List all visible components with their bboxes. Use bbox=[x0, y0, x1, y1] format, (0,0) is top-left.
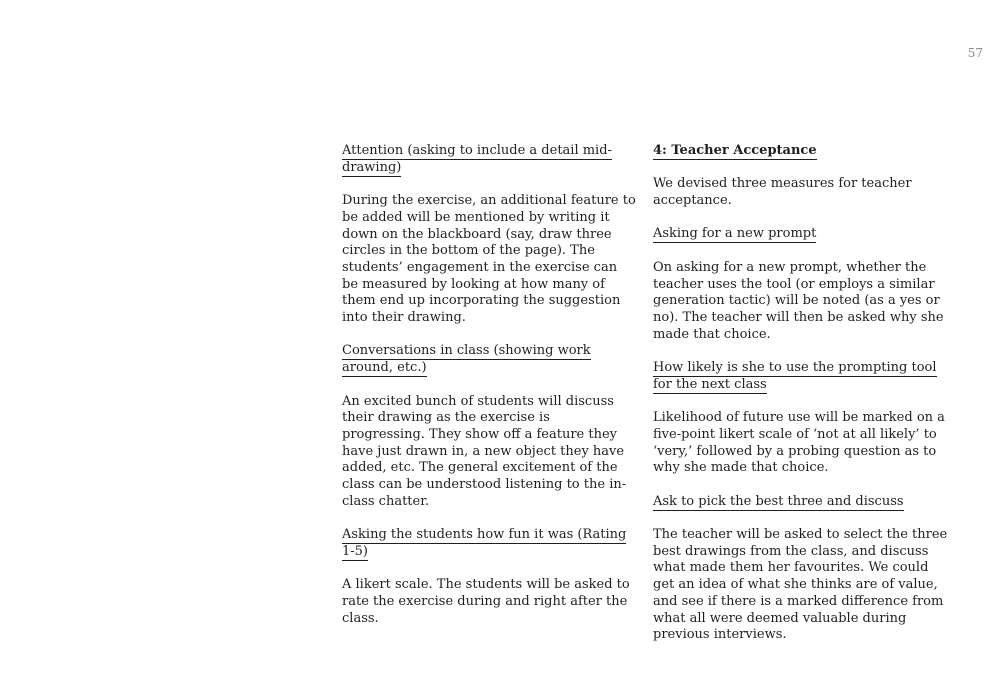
section-heading-pick-best bbox=[653, 494, 953, 511]
section-heading-conversations bbox=[342, 343, 636, 376]
section-heading-label: Asking for a new prompt bbox=[653, 226, 817, 242]
right-column bbox=[653, 143, 953, 661]
section-heading-fun-rating bbox=[342, 527, 636, 560]
section-heading-label: Ask to pick the best three and discuss bbox=[653, 493, 904, 509]
section-body-pick-best: The teacher will be asked to select the three best drawings from the class, and discuss what made them her favourites. We could get an idea of what she thinks are of value, and see if there is a marked difference from what all were deemed valuable during previous interviews. bbox=[653, 527, 948, 643]
chapter-title bbox=[653, 143, 953, 160]
left-column bbox=[342, 143, 636, 644]
chapter-intro: We devised three measures for teacher acceptance. bbox=[653, 176, 912, 209]
section-heading-attention bbox=[342, 143, 636, 176]
section-body-new-prompt: On asking for a new prompt, whether the teacher uses the tool (or employs a similar generation tactic) will be noted (as a yes or no). The teacher will then be asked why she made that choice. bbox=[653, 259, 944, 342]
section-heading-label: Attention (asking to include a detail mid-drawing) bbox=[342, 143, 612, 175]
section-heading-new-prompt bbox=[653, 226, 953, 243]
page-number: 57 bbox=[967, 46, 983, 60]
section-heading-likelihood bbox=[653, 360, 953, 393]
section-body-likelihood: Likelihood of future use will be marked on a five-point likert scale of ‘not at all likely’ to ‘very,’ followed by a probing question as to why she made that choice. bbox=[653, 410, 945, 476]
section-body-fun-rating: A likert scale. The students will be asked to rate the exercise during and right after the class. bbox=[342, 577, 630, 626]
section-body-attention: During the exercise, an additional feature to be added will be mentioned by writing it down on the blackboard (say, draw three circles in the bottom of the page). The students’ engagement in the exercise can be measured by looking at how many of them end up incorporating the suggestion into their drawing. bbox=[342, 193, 636, 326]
section-heading-label: How likely is she to use the prompting tool for the next class bbox=[653, 360, 937, 392]
chapter-title-label: 4: Teacher Acceptance bbox=[653, 143, 817, 158]
section-body-conversations: An excited bunch of students will discuss their drawing as the exercise is progressing. They show off a feature they have just drawn in, a new object they have added, etc. The general excitement of the class can be understood listening to the in-class chatter. bbox=[342, 393, 627, 509]
section-heading-label: Asking the students how fun it was (Rating 1-5) bbox=[342, 527, 627, 559]
section-heading-label: Conversations in class (showing work around, etc.) bbox=[342, 343, 591, 376]
